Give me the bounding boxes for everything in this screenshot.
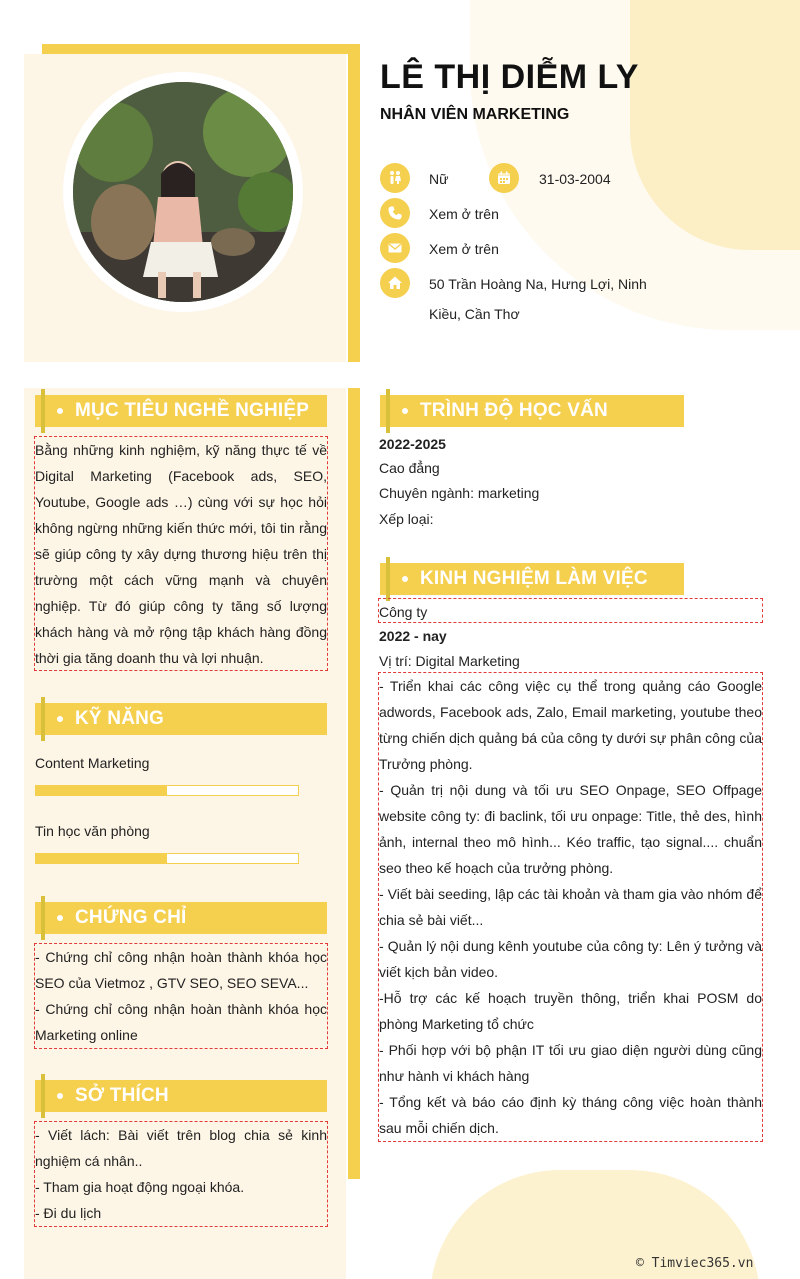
skills-header [35,703,327,735]
birthday-value: 31-03-2004 [539,171,611,187]
duty-item: - Triển khai các công việc cụ thể trong quảng cáo Google adwords, Facebook ads, Zalo, Email marketing, youtube theo từng chiến dịch quảng bá của công ty dưới sự phân công của Trưởng phòng. [379,678,762,772]
panel-gap [24,362,360,388]
duty-item: - Quản lý nội dung kênh youtube của công ty: Lên ý tưởng và viết kịch bản video. [379,938,762,980]
gender-icon [380,163,410,193]
gender-value: Nữ [429,171,449,187]
experience-title: KINH NGHIỆM LÀM VIỆC [420,568,648,589]
certificate-item: - Chứng chỉ công nhận hoàn thành khóa học SEO của Vietmoz , GTV SEO, SEO SEVA... [35,949,327,991]
education-major: Chuyên ngành: marketing [379,485,540,501]
education-period: 2022-2025 [379,436,446,452]
candidate-name: LÊ THỊ DIỄM LY [380,58,639,96]
skills-title: KỸ NĂNG [75,708,165,729]
hobbies-header [35,1080,327,1112]
certificate-item: - Chứng chỉ công nhận hoàn thành khóa học Marketing online [35,1001,327,1043]
phone-value: Xem ở trên [429,206,499,222]
skill-bar [35,853,299,864]
accent-bar [348,44,360,1179]
experience-header [380,563,684,595]
objective-title: MỤC TIÊU NGHỀ NGHIỆP [75,400,310,421]
duty-item: -Hỗ trợ các kế hoạch truyền thông, triển khai POSM do phòng Marketing tổ chức [379,990,762,1032]
education-header [380,395,684,427]
duty-item: - Phối hợp với bộ phận IT tối ưu giao diện người dùng cũng như hành vi khách hàng [379,1042,762,1084]
education-title: TRÌNH ĐỘ HỌC VẤN [420,400,608,421]
experience-position: Vị trí: Digital Marketing [379,653,520,669]
certificates-title: CHỨNG CHỈ [75,907,187,928]
email-value: Xem ở trên [429,241,499,257]
job-title: NHÂN VIÊN MARKETING [380,106,570,123]
hobbies-title: SỞ THÍCH [75,1085,169,1106]
duties-list [379,673,762,1141]
skill-name: Tin học văn phòng [35,823,150,839]
skill-name: Content Marketing [35,755,150,771]
education-school: Cao đẳng [379,460,440,476]
footer-credit: © Timviec365.vn [636,1256,754,1271]
email-icon [380,233,410,263]
duty-item: - Viết bài seeding, lập các tài khoản và tham gia vào nhóm để chia sẻ bài viết... [379,886,762,928]
avatar [73,82,293,302]
hobbies-list [35,1122,327,1226]
accent-bar [42,44,360,54]
hobby-item: - Viết lách: Bài viết trên blog chia sẻ kinh nghiệm cá nhân.. [35,1127,327,1169]
hobby-item: - Tham gia hoạt động ngoại khóa. [35,1179,245,1195]
duty-item: - Quản trị nội dung và tối ưu SEO Onpage, SEO Offpage website công ty: đi baclink, tối ưu onpage: Title, thẻ des, hình ảnh, internal theo mô hình... Kéo traffic, tạo signal.... chuẩn seo theo kế hoạch của trưởng phòng. [379,782,762,876]
experience-period: 2022 - nay [379,628,447,644]
duty-item: - Tổng kết và báo cáo định kỳ tháng công việc hoàn thành sau mỗi chiến dịch. [379,1094,762,1136]
home-icon [380,268,410,298]
skill-bar-fill [36,854,167,863]
address-line-2: Kiều, Cần Thơ [429,306,520,322]
objective-header [35,395,327,427]
hobby-item: - Đi du lịch [35,1205,102,1221]
experience-company: Công ty [379,604,428,620]
certificates-list [35,944,327,1048]
skill-bar [35,785,299,796]
skill-bar-fill [36,786,167,795]
education-rank: Xếp loại: [379,511,434,527]
phone-icon [380,198,410,228]
company-box [378,598,763,623]
certificates-header [35,902,327,934]
address-line-1: 50 Trần Hoàng Na, Hưng Lợi, Ninh [429,276,647,292]
objective-text: Bằng những kinh nghiệm, kỹ năng thực tế về Digital Marketing (Facebook ads, SEO, Youtube, Google ads …) cùng với sự học hỏi không ngừng những kiến thức mới, tôi tin rằng sẽ giúp công ty xây dựng thương hiệu trên thị trường một cách vững mạnh và chuyên nghiệp. Từ đó giúp công ty tăng số lượng khách hàng và mở rộng tập khách hàng đồng thời gia tăng doanh thu và lợi nhuận. [35,442,327,666]
calendar-icon [489,163,519,193]
